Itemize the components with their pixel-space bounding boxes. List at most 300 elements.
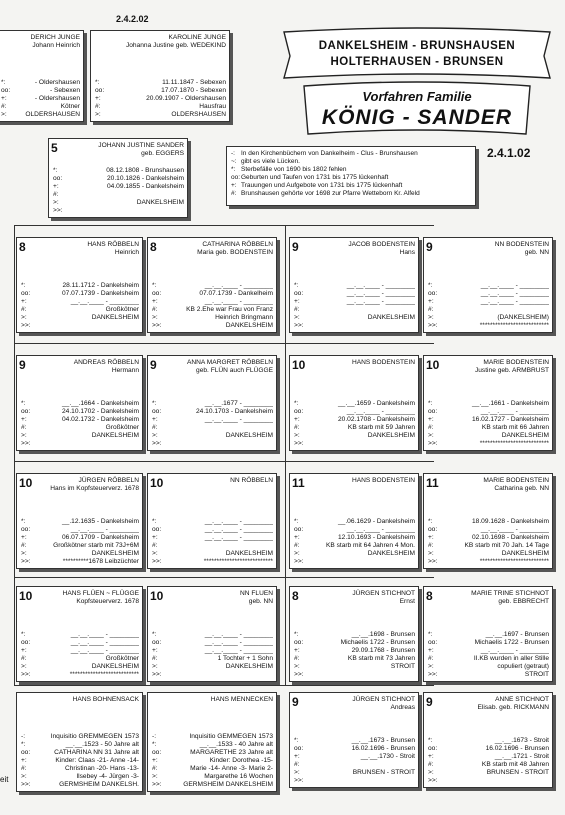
given-name-line: Johanna Justine geb. WEDEKIND bbox=[125, 41, 226, 49]
record-key: +: bbox=[428, 753, 434, 760]
surname-line: JÜRGEN STICHNOT bbox=[352, 696, 415, 703]
surname-line: JACOB BODENSTEIN bbox=[348, 241, 415, 248]
record-row bbox=[428, 424, 549, 432]
record-row bbox=[21, 400, 139, 408]
record-row bbox=[152, 314, 273, 322]
record-key: >>: bbox=[152, 671, 162, 678]
record-key: #: bbox=[21, 655, 27, 662]
person-card bbox=[147, 355, 277, 451]
record-value: __.__.1673 - Stroit bbox=[494, 737, 549, 744]
record-key: >: bbox=[21, 432, 27, 439]
record-key: oo: bbox=[428, 745, 438, 752]
record-row bbox=[428, 314, 549, 322]
record-key: oo: bbox=[21, 526, 31, 533]
record-key: oo: bbox=[152, 526, 162, 533]
record-row bbox=[294, 416, 415, 424]
generation-number: 11 bbox=[426, 476, 439, 490]
record-value bbox=[31, 440, 139, 448]
record-row bbox=[428, 777, 549, 785]
record-row bbox=[428, 290, 549, 298]
record-value bbox=[304, 777, 415, 785]
surname-line: MARIE BODENSTEIN bbox=[483, 477, 549, 484]
record-key: +: bbox=[21, 647, 27, 654]
record-key: #: bbox=[428, 424, 434, 431]
record-row bbox=[152, 631, 273, 639]
record-row bbox=[152, 440, 273, 448]
record-row bbox=[152, 663, 273, 671]
record-key: oo: bbox=[152, 408, 162, 415]
record-row bbox=[152, 655, 273, 663]
generation-number: 9 bbox=[19, 358, 26, 372]
record-row bbox=[21, 314, 139, 322]
record-key: *: bbox=[428, 282, 433, 289]
record-key: >: bbox=[294, 550, 300, 557]
record-row bbox=[21, 416, 139, 424]
record-value: 04.02.1732 - Dankelsheim bbox=[62, 416, 139, 423]
record-rows bbox=[152, 282, 273, 330]
generation-number: 9 bbox=[150, 358, 157, 372]
note-line bbox=[231, 166, 471, 174]
record-key: >>: bbox=[152, 558, 162, 565]
record-key: oo: bbox=[21, 639, 31, 646]
record-row bbox=[21, 290, 139, 298]
record-key: >: bbox=[428, 769, 434, 776]
record-row bbox=[53, 207, 184, 215]
record-row bbox=[294, 558, 415, 566]
generation-number: 8 bbox=[150, 240, 157, 254]
record-key: >>: bbox=[21, 781, 31, 788]
generation-number: 8 bbox=[426, 589, 433, 603]
record-value: MARGARETHE 23 Jahre alt bbox=[190, 749, 273, 756]
surname-line: ANNE STICHNOT bbox=[495, 696, 549, 703]
record-value: STROIT bbox=[524, 671, 549, 678]
note-text: Trauungen und Aufgebote von 1731 bis 1775 lückenhaft bbox=[241, 181, 403, 189]
record-key: +: bbox=[21, 757, 27, 764]
record-value: __.__.____ - ________ bbox=[204, 526, 273, 533]
record-row bbox=[152, 671, 273, 679]
record-key: +: bbox=[428, 534, 434, 541]
surname-line: NN RÖBBELN bbox=[230, 477, 273, 484]
record-value: copuliert (getraut) bbox=[497, 663, 549, 670]
places-line-1: DANKELSHEIM - BRUNSHAUSEN bbox=[318, 40, 516, 52]
record-value: __.__.____ - ________ bbox=[480, 298, 549, 305]
record-value: Hausfrau bbox=[199, 103, 226, 110]
record-row bbox=[294, 314, 415, 322]
connector-line bbox=[14, 225, 434, 226]
surname-line: HANS RÖBBELN bbox=[87, 241, 139, 248]
given-name-line: Kopfsteuerverz. 1678 bbox=[76, 597, 139, 605]
record-key: +: bbox=[21, 534, 27, 541]
record-value: DANKELSHEIM bbox=[367, 550, 415, 557]
record-value: 20.02.1708 - Dankelsheim bbox=[338, 416, 415, 423]
generation-number: 10 bbox=[150, 476, 164, 490]
record-key: +: bbox=[294, 298, 300, 305]
record-key: #: bbox=[294, 542, 300, 549]
record-value: DANKELSHEIM bbox=[225, 663, 273, 670]
record-value: __.__.____ - ________ bbox=[204, 647, 273, 654]
person-name bbox=[471, 590, 549, 606]
note-key: +: bbox=[231, 181, 237, 189]
generation-number: 10 bbox=[150, 589, 164, 603]
surname-line: HANS MENNECKEN bbox=[210, 696, 273, 703]
record-row bbox=[152, 518, 273, 526]
record-rows bbox=[21, 400, 139, 448]
record-rows bbox=[95, 79, 226, 119]
record-key: oo: bbox=[428, 290, 438, 297]
record-row bbox=[53, 175, 184, 183]
record-value bbox=[304, 322, 415, 330]
record-value: __.__.1661 - Dankelsheim bbox=[472, 400, 549, 407]
record-key: +: bbox=[428, 298, 434, 305]
record-value: __.__.____ - ________ bbox=[204, 416, 273, 423]
record-value: __.12.1635 - Dankelsheim bbox=[62, 518, 139, 525]
record-key: >: bbox=[21, 773, 27, 780]
record-rows bbox=[152, 631, 273, 679]
record-value: Ilsebey -4- Jürgen -3- bbox=[76, 773, 139, 780]
record-row bbox=[428, 753, 549, 761]
record-value: __.__.____ - ________ bbox=[346, 408, 415, 415]
person-card bbox=[423, 692, 553, 788]
record-value: DANKELSHEIM bbox=[91, 314, 139, 321]
given-name-line: geb. NN bbox=[524, 248, 549, 256]
record-key: #: bbox=[428, 542, 434, 549]
record-key: >>: bbox=[294, 322, 304, 329]
record-value: KB starb mit 59 Jahren bbox=[347, 424, 415, 431]
record-row bbox=[152, 749, 273, 757]
surname-line: HANS BODENSTEIN bbox=[351, 359, 415, 366]
record-key: oo: bbox=[294, 526, 304, 533]
connector-line bbox=[285, 225, 286, 685]
record-row bbox=[294, 440, 415, 448]
record-key: +: bbox=[428, 416, 434, 423]
record-value: __.__.____ - ________ bbox=[346, 290, 415, 297]
record-key: >>: bbox=[152, 440, 162, 447]
person-card bbox=[147, 692, 277, 792]
record-key: #: bbox=[152, 542, 158, 549]
note-line bbox=[231, 174, 471, 182]
record-key: #: bbox=[152, 765, 158, 772]
record-key: #: bbox=[294, 761, 300, 768]
record-row bbox=[21, 765, 139, 773]
record-value: __.__.____ - ________ bbox=[70, 298, 139, 305]
given-name-line: Ernst bbox=[399, 597, 415, 605]
generation-number: 10 bbox=[19, 476, 33, 490]
record-key: +: bbox=[294, 416, 300, 423]
record-row bbox=[21, 749, 139, 757]
record-key: -: bbox=[152, 733, 157, 740]
places-line-2: HOLTERHAUSEN - BRUNSEN bbox=[330, 56, 504, 68]
record-value: KB starb mit 73 Jahren bbox=[347, 655, 415, 662]
given-name-line: geb. NN bbox=[248, 597, 273, 605]
record-value: __.__.____ - ________ bbox=[480, 647, 549, 654]
record-key: oo: bbox=[21, 290, 31, 297]
record-value: 04.09.1855 - Dankelsheim bbox=[107, 183, 184, 190]
record-row bbox=[294, 432, 415, 440]
person-card bbox=[147, 237, 277, 333]
person-card bbox=[289, 473, 419, 569]
record-key: >>: bbox=[294, 440, 304, 447]
person-name bbox=[230, 477, 273, 485]
record-key: #: bbox=[428, 306, 434, 313]
record-value: DANKELSHEIM bbox=[136, 199, 184, 206]
record-row bbox=[21, 655, 139, 663]
generation-number: 11 bbox=[292, 476, 305, 490]
record-key: >: bbox=[294, 769, 300, 776]
record-key: >: bbox=[294, 314, 300, 321]
record-value bbox=[63, 207, 184, 215]
record-rows bbox=[294, 631, 415, 679]
record-key: oo: bbox=[152, 639, 162, 646]
record-key: #: bbox=[21, 765, 27, 772]
record-row bbox=[428, 655, 549, 663]
record-key: #: bbox=[428, 655, 434, 662]
record-value: Margarethe 16 Wochen bbox=[204, 773, 273, 780]
record-row bbox=[95, 87, 226, 95]
record-row bbox=[294, 290, 415, 298]
record-value: DANKELSHEIM bbox=[501, 432, 549, 439]
connector-line bbox=[14, 225, 15, 685]
record-value: *************************** bbox=[479, 558, 549, 565]
person-card bbox=[289, 355, 419, 451]
record-row bbox=[1, 79, 80, 87]
record-key: >>: bbox=[21, 440, 31, 447]
record-value: 02.10.1698 - Dankelsheim bbox=[472, 534, 549, 541]
generation-number: 9 bbox=[426, 695, 433, 709]
record-rows bbox=[152, 518, 273, 566]
surname-line: ANDREAS RÖBBELN bbox=[73, 359, 139, 366]
record-row bbox=[53, 191, 184, 199]
record-row bbox=[294, 777, 415, 785]
record-key: +: bbox=[53, 183, 59, 190]
record-row bbox=[428, 322, 549, 330]
record-key: >: bbox=[21, 663, 27, 670]
record-row bbox=[428, 542, 549, 550]
record-value: *************************** bbox=[479, 322, 549, 329]
record-value: __.__.____ - ________ bbox=[204, 518, 273, 525]
record-value: 18.09.1628 - Dankelsheim bbox=[472, 518, 549, 525]
person-card bbox=[0, 30, 84, 122]
surname-line: DERICH JUNGE bbox=[30, 34, 80, 41]
record-value: DANKELSHEIM bbox=[91, 432, 139, 439]
given-name-line: Maria geb. BODENSTEIN bbox=[197, 248, 273, 256]
record-row bbox=[152, 416, 273, 424]
surname-line: KAROLINE JUNGE bbox=[168, 34, 226, 41]
surname-line: JÜRGEN STICHNOT bbox=[352, 590, 415, 597]
record-key: >>: bbox=[428, 558, 438, 565]
note-line bbox=[231, 158, 471, 166]
record-row bbox=[294, 282, 415, 290]
record-value: Michaelis 1722 - Brunsen bbox=[474, 639, 549, 646]
record-row bbox=[428, 298, 549, 306]
record-row bbox=[21, 542, 139, 550]
record-key: *: bbox=[21, 282, 26, 289]
record-row bbox=[294, 753, 415, 761]
record-key: oo: bbox=[428, 526, 438, 533]
record-value: __.__.____ - ________ bbox=[204, 298, 273, 305]
record-row bbox=[428, 745, 549, 753]
record-key: >: bbox=[428, 432, 434, 439]
record-row bbox=[152, 306, 273, 314]
record-key: *: bbox=[428, 400, 433, 407]
record-rows bbox=[428, 518, 549, 566]
record-value bbox=[438, 306, 549, 314]
person-name bbox=[478, 696, 549, 712]
person-name bbox=[187, 359, 273, 375]
record-rows bbox=[428, 631, 549, 679]
record-value: __.__.____ - ________ bbox=[480, 282, 549, 289]
record-row bbox=[21, 518, 139, 526]
person-card bbox=[423, 355, 553, 451]
record-key: *: bbox=[294, 737, 299, 744]
record-row bbox=[294, 655, 415, 663]
record-value: Heinrich Bringmann bbox=[215, 314, 273, 321]
record-value: __.__.____ - ________ bbox=[480, 526, 549, 533]
record-key: oo: bbox=[21, 408, 31, 415]
record-row bbox=[294, 639, 415, 647]
record-row bbox=[152, 408, 273, 416]
record-value: Kötner bbox=[60, 103, 80, 110]
record-row bbox=[294, 298, 415, 306]
record-key: +: bbox=[152, 647, 158, 654]
record-row bbox=[294, 526, 415, 534]
note-line bbox=[231, 150, 471, 158]
generation-number: 8 bbox=[19, 240, 26, 254]
record-value: OLDERSHAUSEN bbox=[25, 111, 80, 118]
family-line-2: KÖNIG - SANDER bbox=[321, 106, 513, 129]
record-key: #: bbox=[53, 191, 59, 198]
record-key: #: bbox=[428, 761, 434, 768]
record-value: Inquisitio GEMMEGEN 1573 bbox=[189, 733, 273, 740]
record-row bbox=[152, 647, 273, 655]
record-value: 16.02.1727 - Dankelsheim bbox=[472, 416, 549, 423]
record-value: 28.11.1712 - Dankelsheim bbox=[62, 282, 139, 289]
record-row bbox=[294, 663, 415, 671]
record-key: -: bbox=[21, 733, 26, 740]
person-name bbox=[211, 696, 273, 704]
record-row bbox=[152, 558, 273, 566]
record-row bbox=[21, 733, 139, 741]
record-key: *: bbox=[294, 631, 299, 638]
record-value: (DANKELSHEIM) bbox=[497, 314, 549, 321]
record-row bbox=[294, 534, 415, 542]
record-row bbox=[21, 550, 139, 558]
record-row bbox=[21, 741, 139, 749]
person-card bbox=[423, 586, 553, 682]
record-row bbox=[428, 400, 549, 408]
generation-number: 10 bbox=[19, 589, 33, 603]
record-value: 08.12.1808 - Brunshausen bbox=[106, 167, 184, 174]
record-value: OLDERSHAUSEN bbox=[171, 111, 226, 118]
record-value: __.__.____ - ________ bbox=[480, 408, 549, 415]
record-row bbox=[21, 408, 139, 416]
record-row bbox=[21, 306, 139, 314]
record-key: *: bbox=[428, 737, 433, 744]
record-value: 12.10.1693 - Dankelsheim bbox=[338, 534, 415, 541]
record-rows bbox=[53, 167, 184, 215]
surname-line: CATHARINA RÖBBELN bbox=[202, 241, 273, 248]
record-key: >>: bbox=[294, 671, 304, 678]
record-row bbox=[21, 526, 139, 534]
person-card bbox=[289, 692, 419, 788]
record-key: oo: bbox=[294, 745, 304, 752]
record-row bbox=[21, 647, 139, 655]
record-value: 20.10.1826 - Dankelsheim bbox=[107, 175, 184, 182]
record-rows bbox=[428, 400, 549, 448]
record-row bbox=[152, 757, 273, 765]
record-value: DANKELSHEIM bbox=[367, 432, 415, 439]
record-value: DANKELSHEIM bbox=[367, 314, 415, 321]
record-key: >: bbox=[1, 111, 7, 118]
record-row bbox=[1, 87, 80, 95]
given-name-line: Elisab. geb. RICKMANN bbox=[477, 703, 549, 711]
record-value: __.__.____ - ________ bbox=[346, 526, 415, 533]
record-key: >: bbox=[428, 663, 434, 670]
note-text: In den Kirchenbüchern von Dankelheim - Clus - Brunshausen bbox=[241, 150, 418, 157]
note-key: ~: bbox=[231, 157, 237, 165]
note-text: gibt es viele Lücken. bbox=[241, 157, 300, 165]
given-name-line: geb. EBBRECHT bbox=[498, 597, 549, 605]
title-banner bbox=[282, 26, 552, 144]
record-value: DANKELSHEIM bbox=[501, 550, 549, 557]
record-key: oo: bbox=[294, 408, 304, 415]
record-value: __.__.____ - ________ bbox=[70, 639, 139, 646]
record-row bbox=[152, 298, 273, 306]
record-row bbox=[152, 781, 273, 789]
record-key: >>: bbox=[21, 671, 31, 678]
record-row bbox=[428, 647, 549, 655]
record-row bbox=[95, 111, 226, 119]
given-name-line: geb. FLÜN auch FLÜGGE bbox=[196, 366, 273, 374]
record-key: *: bbox=[152, 741, 157, 748]
record-value bbox=[162, 424, 273, 432]
record-value: Michaelis 1722 - Brunsen bbox=[340, 639, 415, 646]
note-box bbox=[226, 146, 476, 206]
record-row bbox=[21, 663, 139, 671]
record-row bbox=[152, 526, 273, 534]
record-row bbox=[294, 518, 415, 526]
note-key: oo: bbox=[231, 173, 241, 181]
record-key: *: bbox=[21, 518, 26, 525]
record-value: BRUNSEN - STROIT bbox=[486, 769, 549, 776]
record-row bbox=[428, 550, 549, 558]
record-value: *************************** bbox=[479, 440, 549, 447]
connector-line bbox=[14, 685, 434, 686]
note-key: #: bbox=[231, 189, 237, 197]
record-value: DANKELSHEIM bbox=[225, 432, 273, 439]
record-row bbox=[428, 416, 549, 424]
record-key: *: bbox=[428, 518, 433, 525]
record-key: *: bbox=[152, 518, 157, 525]
record-value: 17.07.1870 - Sebexen bbox=[161, 87, 226, 94]
record-value: __.__.____ - ________ bbox=[70, 647, 139, 654]
record-key: >: bbox=[152, 663, 158, 670]
person-name bbox=[352, 696, 415, 712]
record-key: >>: bbox=[21, 322, 31, 329]
record-row bbox=[21, 773, 139, 781]
surname-line: ANNA MARGRET RÖBBELN bbox=[187, 359, 273, 366]
record-value: Christinan -20- Hans -13- bbox=[64, 765, 139, 772]
surname-line: HANS BOHNENSACK bbox=[72, 696, 139, 703]
record-row bbox=[95, 79, 226, 87]
record-row bbox=[1, 103, 80, 111]
record-value: __.__.1664 - Dankelsheim bbox=[62, 400, 139, 407]
connector-line bbox=[14, 461, 434, 462]
record-key: >>: bbox=[53, 207, 63, 214]
record-key: +: bbox=[152, 757, 158, 764]
record-value bbox=[304, 761, 415, 769]
record-key: +: bbox=[294, 534, 300, 541]
record-value: __.__.____ - ________ bbox=[204, 631, 273, 638]
